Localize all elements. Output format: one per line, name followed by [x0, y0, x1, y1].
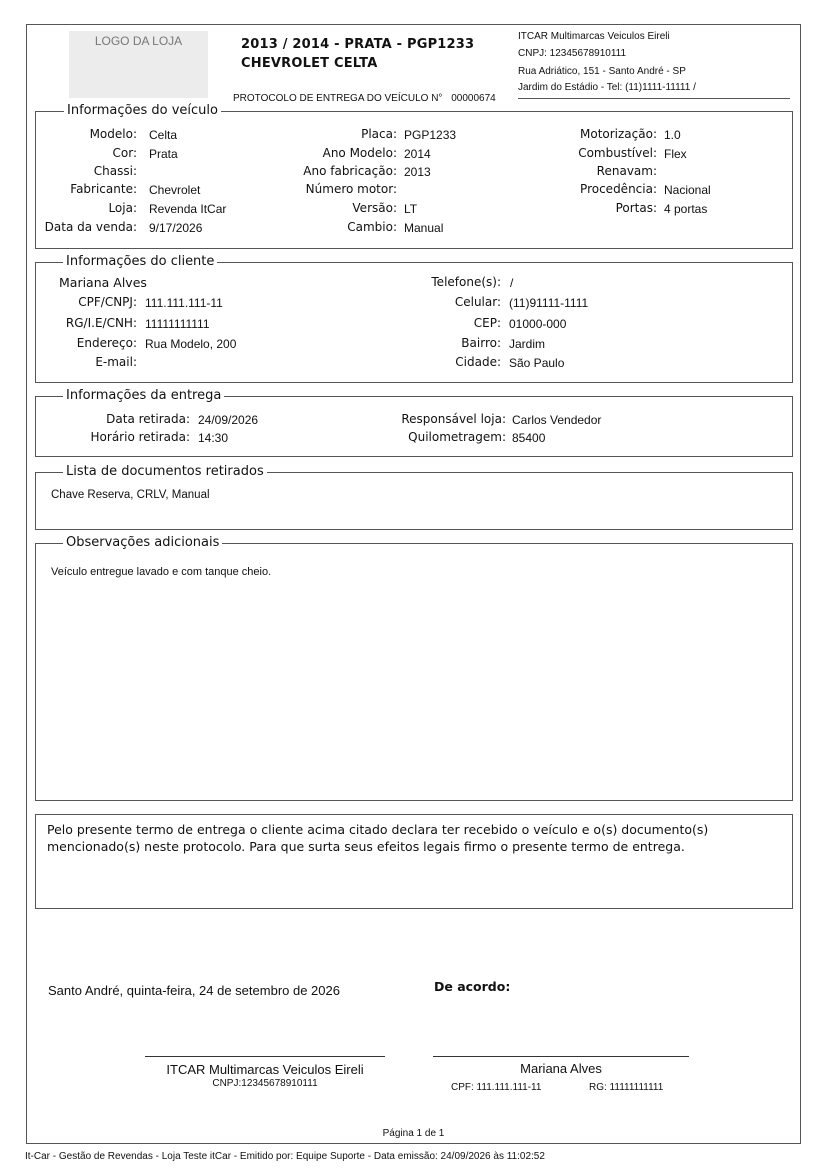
protocol-label-text: PROTOCOLO DE ENTREGA DO VEÍCULO N° — [233, 93, 443, 104]
vehicle-color-value: Prata — [149, 147, 178, 161]
delivery-time-value: 14:30 — [198, 431, 229, 445]
vehicle-model-value: Celta — [149, 128, 178, 142]
vehicle-plate-label: Placa: — [361, 127, 397, 141]
client-city-label: Cidade: — [455, 355, 501, 369]
vehicle-store-value: Revenda ItCar — [149, 202, 227, 216]
vehicle-renavam-label: Renavam: — [596, 164, 657, 178]
client-phone-value: / — [510, 276, 514, 290]
protocol-label — [233, 93, 496, 104]
delivery-responsible-value: Carlos Vendedor — [512, 413, 602, 427]
header-divider — [518, 98, 790, 99]
vehicle-maker-label: Fabricante: — [70, 182, 137, 196]
signature-client-cpf: CPF: 111.111.111-11 — [451, 1082, 542, 1093]
signature-client-rg: RG: 11111111111 — [589, 1082, 664, 1093]
vehicle-engine-label: Motorização: — [580, 127, 657, 141]
vehicle-store-label: Loja: — [108, 201, 137, 215]
client-mobile-label: Celular: — [454, 295, 501, 309]
company-signature-line — [145, 1056, 385, 1057]
client-address-label: Endereço: — [76, 336, 137, 350]
observations-section-title: Observações adicionais — [63, 535, 222, 550]
company-name: ITCAR Multimarcas Veiculos Eireli — [518, 31, 670, 42]
signature-client-name: Mariana Alves — [520, 1061, 602, 1076]
signature-company-name: ITCAR Multimarcas Veiculos Eireli — [166, 1062, 364, 1077]
documents-section — [35, 464, 793, 530]
vehicle-origin-label: Procedência: — [580, 182, 657, 196]
vehicle-doors-value: 4 portas — [664, 202, 708, 216]
delivery-time-label: Horário retirada: — [90, 430, 190, 444]
page-number: Página 1 de 1 — [382, 1128, 445, 1139]
client-name: Mariana Alves — [59, 275, 147, 290]
company-cnpj: CNPJ: 12345678910111 — [518, 48, 627, 59]
vehicle-build-year-value: 2013 — [404, 165, 431, 179]
protocol-number: 00000674 — [451, 93, 496, 104]
client-city-value: São Paulo — [509, 356, 565, 370]
client-signature-line — [433, 1056, 689, 1057]
client-mobile-value: (11)91111-1111 — [509, 296, 589, 310]
delivery-date-label: Data retirada: — [106, 412, 190, 426]
vehicle-fuel-value: Flex — [664, 147, 687, 161]
client-cpf-label: CPF/CNPJ: — [78, 295, 137, 309]
signature-company-cnpj: CNPJ:12345678910111 — [212, 1078, 318, 1089]
documents-list-text: Chave Reserva, CRLV, Manual — [51, 489, 210, 501]
client-phone-label: Telefone(s): — [431, 275, 501, 289]
client-cep-value: 01000-000 — [509, 317, 567, 331]
client-email-label: E-mail: — [95, 355, 137, 369]
client-section-title: Informações do cliente — [63, 254, 217, 269]
logo-placeholder-text: LOGO DA LOJA — [94, 34, 183, 48]
vehicle-engine-number-label: Número motor: — [305, 182, 397, 196]
vehicle-transmission-label: Cambio: — [347, 220, 397, 234]
system-footer: It-Car - Gestão de Revendas - Loja Teste itCar - Emitido por: Equipe Suporte - Data emissão: 24/09/2026 às 11:02:52 — [25, 1151, 545, 1162]
client-rg-label: RG/I.E/CNH: — [65, 316, 137, 330]
observations-text: Veículo entregue lavado e com tanque cheio. — [51, 566, 272, 578]
place-date: Santo André, quinta-feira, 24 de setembro de 2026 — [48, 983, 340, 998]
vehicle-plate-value: PGP1233 — [404, 128, 457, 142]
agree-label: De acordo: — [434, 979, 511, 994]
vehicle-model-label: Modelo: — [89, 127, 137, 141]
company-address1: Rua Adriático, 151 - Santo André - SP — [518, 66, 686, 77]
vehicle-fuel-label: Combustível: — [578, 146, 657, 160]
delivery-section-title: Informações da entrega — [63, 388, 224, 403]
vehicle-section-title: Informações do veículo — [64, 103, 221, 118]
vehicle-title-line2: CHEVROLET CELTA — [241, 56, 378, 71]
client-cpf-value: 111.111.111-11 — [145, 296, 223, 310]
vehicle-build-year-label: Ano fabricação: — [303, 164, 397, 178]
observations-section — [35, 535, 793, 801]
documents-section-title: Lista de documentos retirados — [63, 464, 267, 479]
client-cep-label: CEP: — [473, 316, 501, 330]
delivery-mileage-value: 85400 — [512, 431, 546, 445]
vehicle-title-line1: 2013 / 2014 - PRATA - PGP1233 — [241, 37, 475, 52]
terms-text: Pelo presente termo de entrega o cliente acima citado declara ter recebido o veículo e o(s) documento(s) mencionado(s) neste protocolo. Para que surta seus efeitos legais firmo o presente termo de entrega. — [47, 822, 709, 854]
delivery-mileage-label: Quilometragem: — [408, 430, 506, 444]
vehicle-doors-label: Portas: — [615, 201, 657, 215]
vehicle-sale-date-value: 9/17/2026 — [149, 221, 203, 235]
vehicle-model-year-label: Ano Modelo: — [322, 146, 397, 160]
store-logo-placeholder — [69, 31, 208, 98]
delivery-responsible-label: Responsável loja: — [401, 412, 506, 426]
vehicle-origin-value: Nacional — [664, 183, 711, 197]
vehicle-sale-date-label: Data da venda: — [44, 220, 137, 234]
vehicle-color-label: Cor: — [112, 146, 137, 160]
client-address-value: Rua Modelo, 200 — [145, 337, 237, 351]
vehicle-transmission-value: Manual — [404, 221, 444, 235]
delivery-section — [35, 388, 793, 457]
delivery-date-value: 24/09/2026 — [198, 413, 259, 427]
client-district-value: Jardim — [509, 337, 546, 351]
vehicle-chassis-label: Chassi: — [93, 164, 137, 178]
client-district-label: Bairro: — [461, 336, 501, 350]
vehicle-version-label: Versão: — [352, 201, 397, 215]
company-address2: Jardim do Estádio - Tel: (11)1111-11111 / — [518, 82, 696, 93]
vehicle-model-year-value: 2014 — [404, 147, 431, 161]
vehicle-engine-value: 1.0 — [664, 128, 681, 142]
vehicle-maker-value: Chevrolet — [149, 183, 201, 197]
client-rg-value: 11111111111 — [145, 317, 210, 331]
vehicle-version-value: LT — [404, 202, 418, 216]
